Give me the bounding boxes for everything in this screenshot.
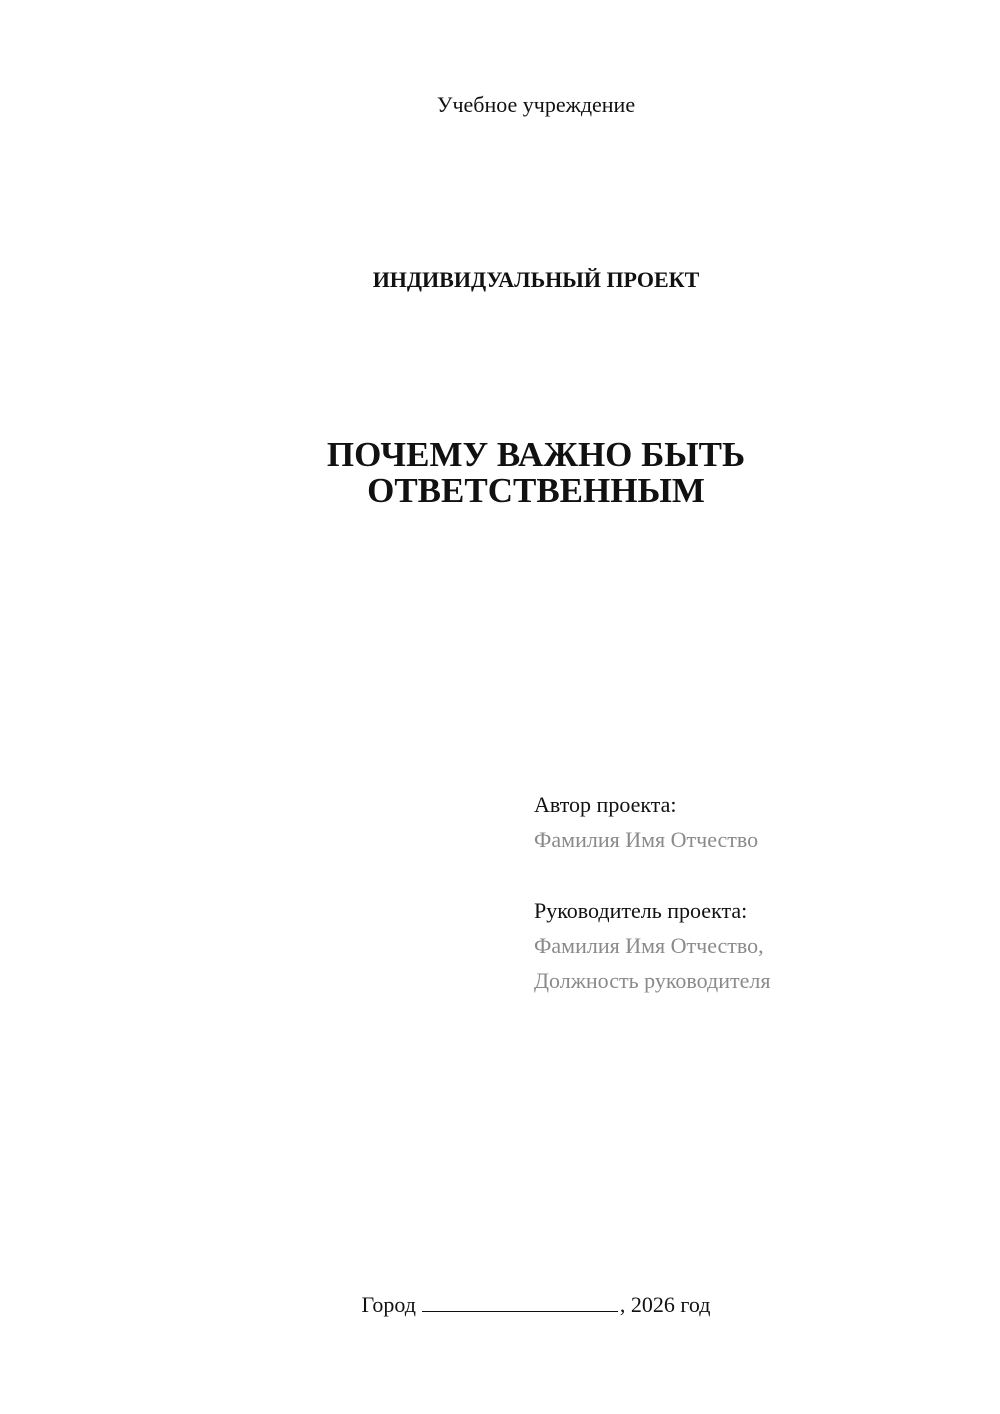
city-blank-line	[422, 1293, 618, 1312]
project-title-line-1: ПОЧЕМУ ВАЖНО БЫТЬ	[326, 435, 746, 474]
city-label: Город	[361, 1292, 416, 1317]
supervisor-position: Должность руководителя	[534, 968, 771, 993]
author-name: Фамилия Имя Отчество	[534, 827, 759, 852]
credits-spacer	[534, 857, 974, 893]
project-title	[0, 437, 1000, 509]
year-text: , 2026 год	[619, 1292, 711, 1317]
project-type: ИНДИВИДУАЛЬНЫЙ ПРОЕКТ	[372, 267, 700, 292]
institution-name: Учебное учреждение	[436, 92, 636, 117]
project-title-line-2: ОТВЕТСТВЕННЫМ	[367, 471, 705, 510]
footer-city-year	[0, 1290, 1000, 1320]
supervisor-name: Фамилия Имя Отчество,	[534, 933, 764, 958]
credits-block	[534, 787, 974, 998]
supervisor-label: Руководитель проекта:	[534, 898, 748, 923]
author-label: Автор проекта:	[534, 792, 677, 817]
